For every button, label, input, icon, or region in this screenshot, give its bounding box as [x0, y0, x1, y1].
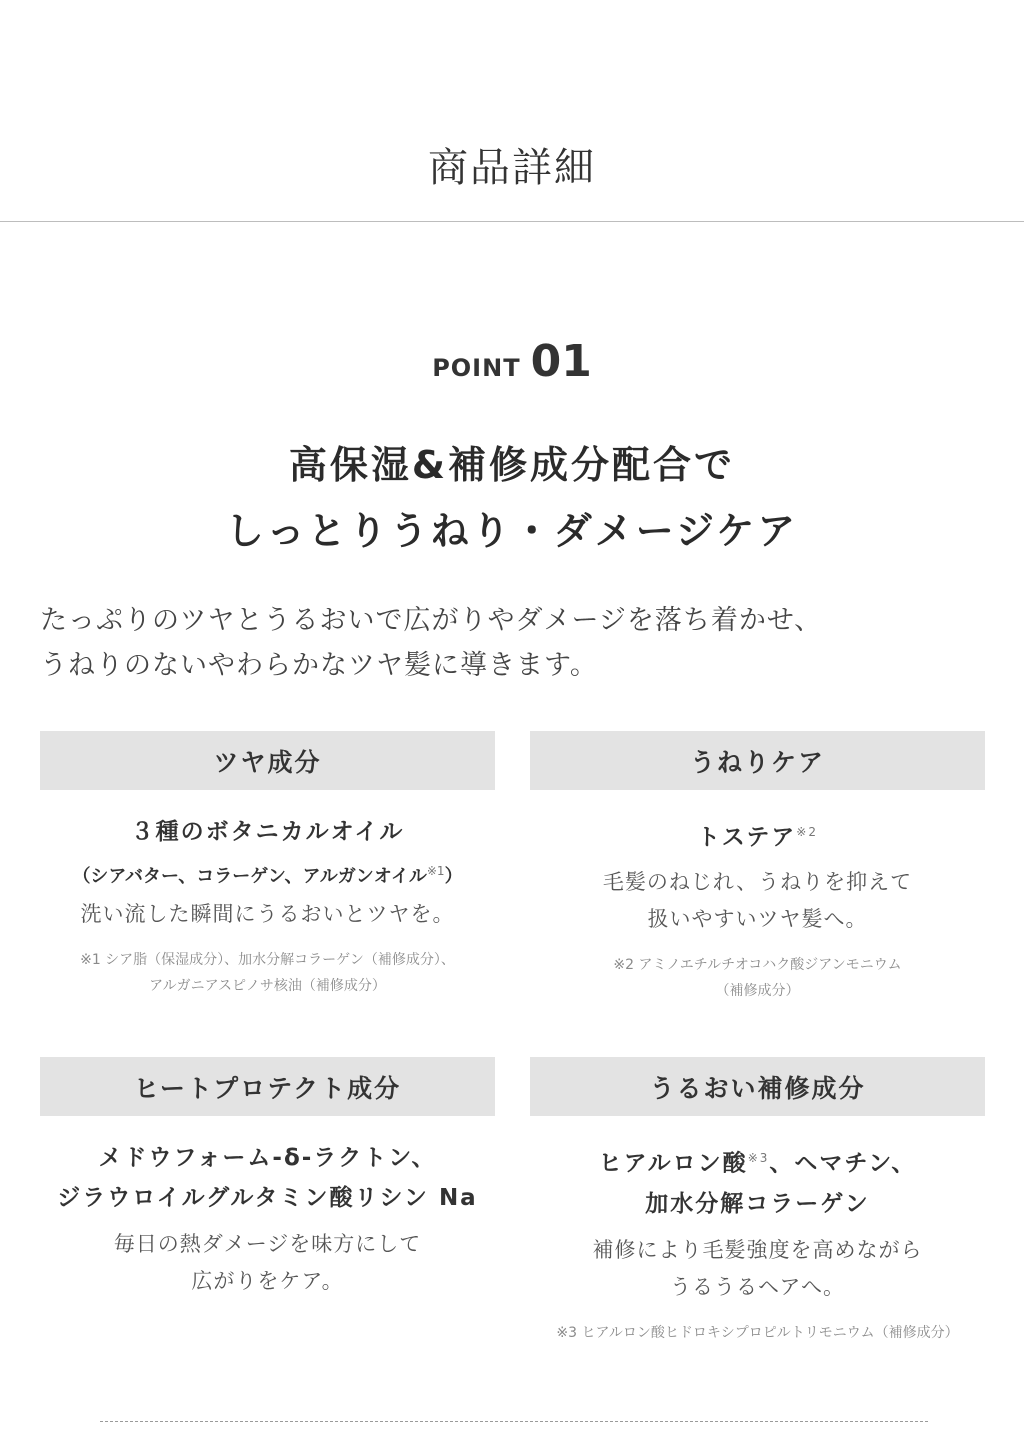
feature-desc-line: 洗い流した瞬間にうるおいとツヤを。: [80, 902, 455, 926]
feature-ingredient-name: [530, 1138, 985, 1224]
feature-note-line: ※3 ヒアルロン酸ヒドロキシプロピルトリモニウム（補修成分）: [556, 1324, 959, 1341]
feature-card-wave-care: [530, 731, 985, 1004]
feature-description: [40, 1226, 495, 1300]
feature-header: ツヤ成分: [40, 731, 495, 790]
feature-note-line: ※1 シア脂（保湿成分）、加水分解コラーゲン（補修成分）、: [80, 952, 455, 968]
feature-name-text: ヒアルロン酸: [598, 1150, 748, 1177]
feature-footnote: [40, 947, 495, 999]
title-divider: [0, 221, 1024, 222]
feature-name-text: 、ヘマチン、: [769, 1150, 917, 1177]
footnote-marker: ※1: [426, 864, 445, 878]
feature-card-heat-protect: [40, 1057, 495, 1300]
page-title: 商品詳細: [428, 145, 596, 191]
footnote-marker: ※3: [747, 1151, 770, 1165]
feature-card-shine: [40, 731, 495, 999]
feature-note-line: （補修成分）: [715, 982, 800, 999]
intro-line-2: うねりのないやわらかなツヤ髪に導きます。: [40, 650, 598, 681]
feature-sub-text: （シアバター、コラーゲン、アルガンオイル: [72, 866, 427, 887]
feature-ingredient-name: [40, 812, 495, 852]
feature-description: [530, 1232, 985, 1306]
feature-desc-line: うるうるヘアへ。: [670, 1274, 845, 1299]
feature-name-text: トステア: [696, 824, 797, 851]
feature-footnote: [500, 1320, 1015, 1346]
feature-name-line: 加水分解コラーゲン: [645, 1190, 870, 1217]
feature-desc-line: 毛髪のねじれ、うねりを抑えて: [602, 869, 913, 894]
footnote-marker: ※2: [796, 825, 818, 839]
point-number: 01: [530, 336, 592, 387]
feature-header: うるおい補修成分: [530, 1057, 985, 1116]
feature-name-line: [530, 1138, 985, 1184]
feature-ingredient-name: [530, 812, 985, 858]
point-heading: [0, 336, 1024, 387]
feature-name-line: ジラウロイルグルタミン酸リシン Na: [57, 1185, 478, 1211]
headline-line-1: 高保湿&補修成分配合で: [288, 443, 736, 487]
feature-name-line: [530, 812, 985, 858]
feature-ingredient-name: [40, 1138, 495, 1218]
feature-name-line: メドウフォーム-δ-ラクトン、: [98, 1145, 437, 1171]
feature-desc-line: 扱いやすいツヤ髪へ。: [647, 906, 868, 931]
feature-footnote: [530, 952, 985, 1004]
feature-sub-list: [40, 852, 495, 896]
headline-line-2: しっとりうねり・ダメージケア: [225, 509, 799, 553]
intro-text: [40, 598, 1000, 688]
feature-header: うねりケア: [530, 731, 985, 790]
feature-header: ヒートプロテクト成分: [40, 1057, 495, 1116]
feature-desc-line: 毎日の熱ダメージを味方にして: [113, 1232, 422, 1256]
bottom-dashed-divider: [100, 1421, 928, 1422]
feature-note-line: アルガニアスピノサ核油（補修成分）: [149, 978, 386, 994]
feature-name-line: ３種のボタニカルオイル: [130, 819, 405, 845]
feature-description: [40, 896, 495, 933]
feature-desc-line: 補修により毛髪強度を高めながら: [592, 1237, 923, 1262]
feature-description: [530, 864, 985, 938]
headline: [0, 432, 1024, 564]
feature-note-line: ※2 アミノエチルチオコハク酸ジアンモニウム: [613, 956, 902, 973]
feature-desc-line: 広がりをケア。: [191, 1269, 344, 1293]
point-label: POINT: [432, 354, 521, 382]
feature-sub-close: ）: [444, 866, 463, 887]
intro-line-1: たっぷりのツヤとうるおいで広がりやダメージを落ち着かせ、: [40, 605, 823, 636]
feature-card-moisture-repair: [530, 1057, 985, 1346]
